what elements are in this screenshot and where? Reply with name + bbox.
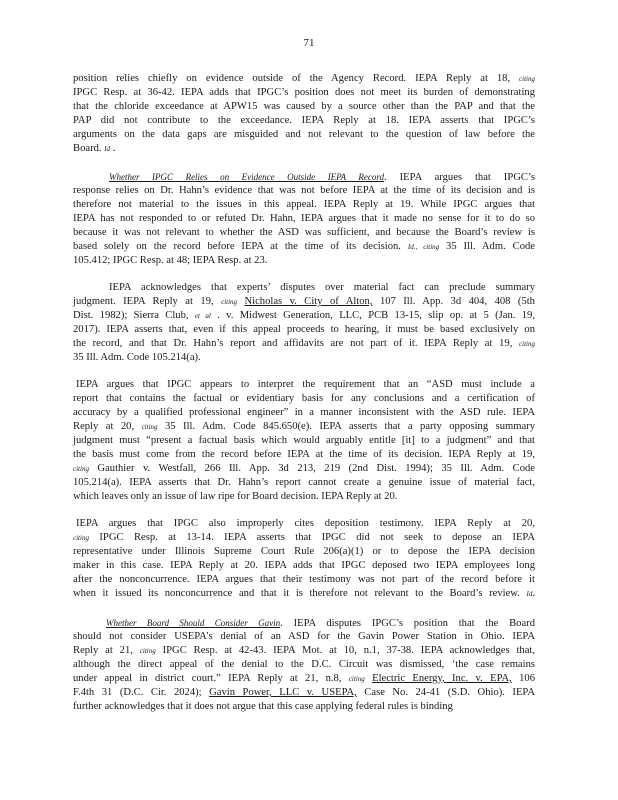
text-line: 2017). IEPA asserts that, even if this appeal proceeds to hearing, it must be based exclusively on (73, 324, 535, 335)
page-number: 71 (303, 37, 315, 49)
text-line: maker in this case. IEPA Reply at 20. IEPA adds that IPGC deposed two IEPA employees long (73, 560, 535, 571)
text-line: judgment must “present a factual basis which would arguably entitle [it] to a judgment” and that (73, 435, 535, 446)
text-line: Whether IPGC Relies on Evidence Outside IEPA Record. IEPA argues that IPGC’s (109, 172, 535, 183)
text-line: accuracy by a qualified professional engineer” in a manner inconsistent with the ASD rule. IEPA (73, 407, 535, 418)
text-line: position relies chiefly on evidence outside of the Agency Record. IEPA Reply at 18, citing (73, 73, 535, 84)
text-line: arguments on the data gaps are misguided and not relevant to the question of law before the (73, 129, 535, 140)
text-line: Reply at 21, citing IPGC Resp. at 42-43. IEPA Mot. at 10, n.1, 37-38. IEPA acknowledges that, (73, 645, 535, 656)
text-line: IEPA argues that IPGC appears to interpret the requirement that an “ASD must include a (76, 379, 535, 390)
text-line: citing IPGC Resp. at 13-14. IEPA asserts that IPGC did not seek to depose an IEPA (73, 532, 535, 543)
text-line: representative under Illinois Supreme Court Rule 206(a)(1) or to depose the IEPA decision (73, 546, 535, 557)
text-line: under appeal in district court.” IEPA Reply at 21, n.8, citing Electric Energy, Inc. v. EPA, 106 (73, 673, 536, 684)
paragraph-1 (73, 72, 535, 156)
text-line: although the direct appeal of the denial to the D.C. Circuit was dismissed, ‘the case remains (73, 659, 535, 670)
text-line: IPGC Resp. at 36-42. IEPA adds that IPGC’s position does not meet its burden of demonstrating (73, 87, 535, 98)
text-line: citing Gauthier v. Westfall, 266 Ill. App. 3d 213, 219 (2nd Dist. 1994); 35 Ill. Adm. Code (73, 463, 535, 474)
section-heading: Whether Board Should Consider Gavin (106, 618, 281, 628)
section-heading: Whether IPGC Relies on Evidence Outside IEPA Record (109, 172, 385, 182)
text-line: the record, and that Dr. Hahn’s report and affidavits are not part of it. IEPA Reply at 19, citing (73, 338, 535, 349)
paragraph-6 (73, 616, 535, 714)
text-line: response relies on Dr. Hahn’s evidence that was not before IEPA at the time of its decision and is (73, 185, 535, 196)
text-line: report that contains the factual or evidentiary basis for any conclusions and a certification of (73, 393, 535, 404)
text-line: which leaves only an issue of law ripe for Board decision. IEPA Reply at 20. (73, 491, 398, 502)
text-line: 105.214(a). IEPA asserts that Dr. Hahn’s report cannot create a genuine issue of material fact, (73, 477, 535, 488)
text-line: when it issued its nonconcurrence and that it is therefore not relevant to the Board’s review. Id. (73, 588, 535, 599)
paragraph-4 (73, 378, 535, 504)
text-line: further acknowledges that it does not argue that this case applying federal rules is binding (73, 701, 453, 712)
text-line: because it was not relevant to whether the ASD was sufficient, and because the Board’s review is (73, 227, 535, 238)
text-line: PAP did not contribute to the exceedance. IEPA Reply at 18. IEPA asserts that IPGC’s (73, 115, 535, 126)
text-line: therefore not material to the issues in this appeal. IEPA Reply at 19. While IPGC argues that (73, 199, 535, 210)
text-line: the basis must come from the record before IEPA at the time of its decision. IEPA Reply at 19, (73, 449, 535, 460)
text-line: 35 Ill. Adm. Code 105.214(a). (73, 352, 201, 363)
text-line: IEPA has not responded to or refuted Dr. Hahn, IEPA argues that it made no sense for it to do so (73, 213, 535, 224)
text-line: Board. Id . (73, 143, 116, 154)
text-line: IEPA argues that IPGC also improperly cites deposition testimony. IEPA Reply at 20, (76, 518, 535, 529)
text-line: IEPA acknowledges that experts’ disputes over material fact can preclude summary (109, 282, 535, 293)
text-line: that the chloride exceedance at APW15 was caused by a source other than the PAP and that the (73, 101, 535, 112)
text-line: should not consider USEPA’s denial of an ASD for the Gavin Power Station in Ohio. IEPA (73, 631, 535, 642)
text-line: F.4th 31 (D.C. Cir. 2024); Gavin Power, LLC v. USEPA, Case No. 24-41 (S.D. Ohio). IEPA (73, 687, 535, 698)
text-line: 105.412; IPGC Resp. at 48; IEPA Resp. at 23. (73, 255, 268, 266)
text-line: Dist. 1982); Sierra Club, et al . v. Midwest Generation, LLC, PCB 13-15, slip op. at 5 (Jan. 19, (73, 310, 535, 321)
paragraph-5 (73, 517, 535, 601)
text-line: Reply at 20, citing 35 Ill. Adm. Code 845.650(e). IEPA asserts that a party opposing summary (73, 421, 535, 432)
text-line: judgment. IEPA Reply at 19, citing Nicholas v. City of Alton, 107 Ill. App. 3d 404, 408 (5th (73, 296, 535, 307)
text-line: Whether Board Should Consider Gavin. IEPA disputes IPGC’s position that the Board (106, 618, 535, 629)
text-line: after the nonconcurrence. IEPA argues that their testimony was not part of the record before it (73, 574, 535, 585)
paragraph-3 (73, 281, 535, 365)
text-line: based solely on the record before IEPA at the time of its decision. Id., citing 35 Ill. Adm. Code (73, 241, 535, 252)
paragraph-2 (73, 170, 535, 268)
